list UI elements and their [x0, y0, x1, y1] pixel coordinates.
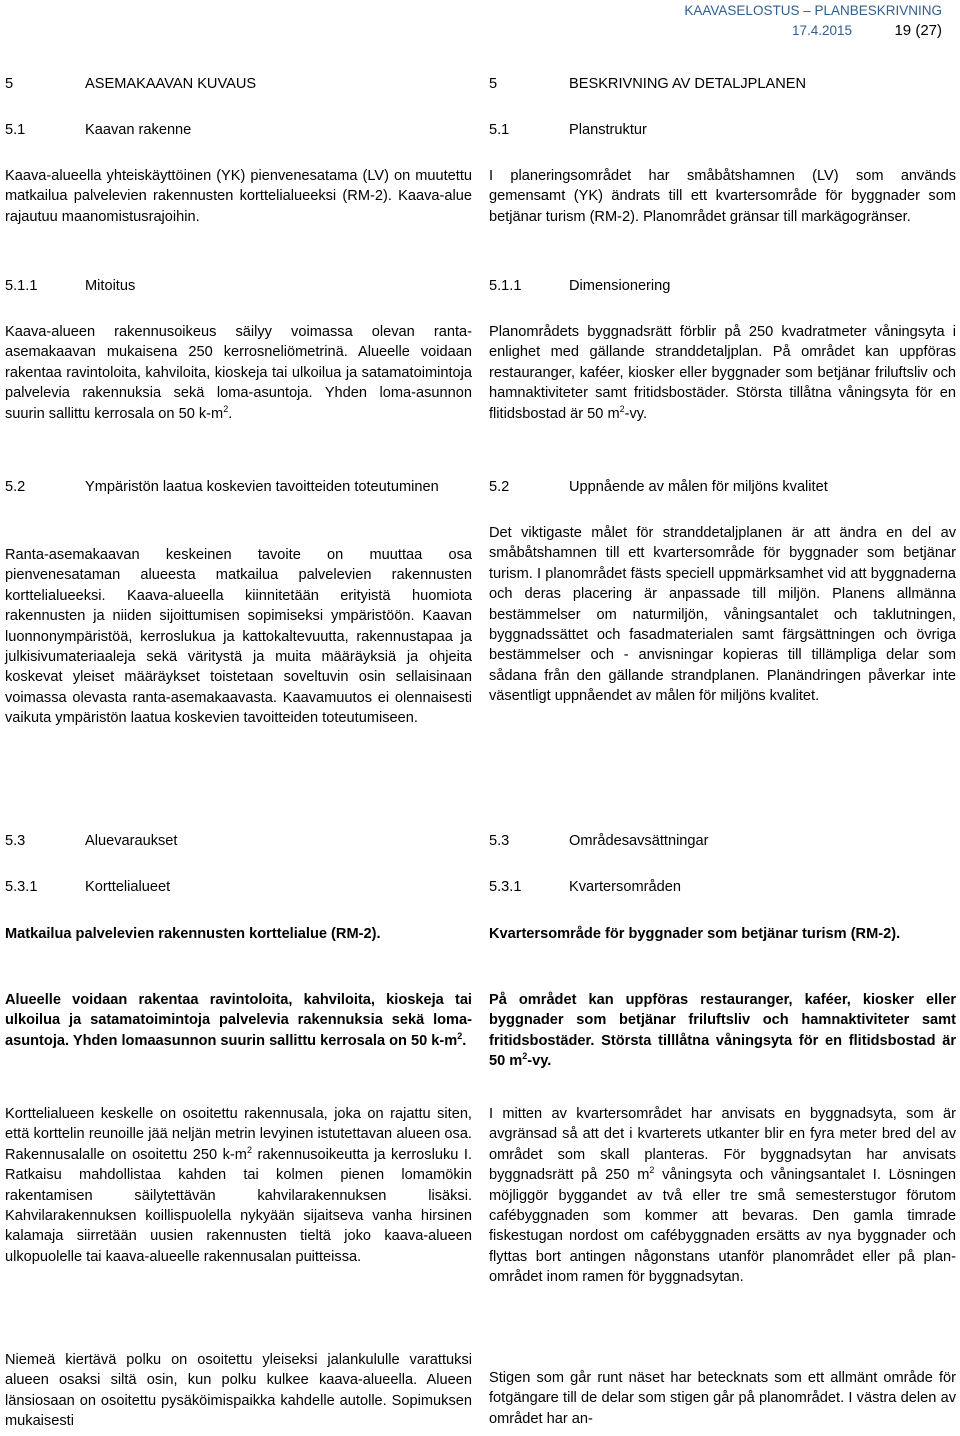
paragraph-korttelialue: Korttelialueen keskelle on osoitettu rakennusala, joka on rajattu siten, että korttelin reunoille jää neljän metrin levyinen istutettavan alueen osa. Rakennusalalle on osoitettu 250 $k-m^2$ rakennusoikeutta ja kerrosluku I. Ratkaisu mahdollistaa kahden tai kolmen pienen lomamökin rakentamisen säilytettävän kahvilarakennuksen lisäksi. Kahvilarakennuksen koillispuolella nykyään sijaitseva vanha hirsinen kalamaja siirretään uusien rakennusten tieltä joko kaava-alueen ulkopuolelle tai kaava-alueelle rakennusalan puitteissa. — [5, 1106, 472, 1265]
heading-5-1: 5.1 Kaavan rakenne — [5, 122, 192, 138]
bold-paragraph-2-sv: På området kan uppföras restauranger, kaféer, kiosker eller byggnader som betjänar friluftsliv och hamnaktiviteter samt fritidsbostäder. Största tilllåtna våningsyta för en flitidsbostad är 50 $m^2-vy$. — [489, 992, 956, 1070]
bold-paragraph-1: Matkailua palvelevien rakennusten korttelialue (RM-2). — [5, 926, 381, 942]
heading-5-3: 5.3 Aluevaraukset — [5, 833, 178, 849]
page-number: 19 (27) — [894, 22, 942, 39]
heading-5-3-sv: 5.3 Områdesavsättningar — [489, 833, 709, 849]
heading-5-3-1: 5.3.1 Korttelialueet — [5, 879, 171, 895]
paragraph-5-2-sv: Det viktigaste målet för stranddetaljplanen är att ändra en del av småbåtshamnen till ett kvartersområde för byggnader som betjänar turism. I planområdet fästs speciell uppmärksamhet vid att byggnaderna och deras placering är anpassade till miljön. Planens allmänna bestämmelser om naturmiljön, våningsantalet och taklutningen, byggnadssättet och fasadmaterialen samt färgsättningen och övriga bestämmelser och - anvisningar kopieras till tillämpliga delar som sådana från den gällande strandplanen. Planändringen påverkar inte väsentligt uppnåendet av målen för miljöns kvalitet. — [489, 525, 956, 705]
heading-5: 5 ASEMAKAAVAN KUVAUS — [5, 76, 257, 92]
heading-5-1-sv: 5.1 Planstruktur — [489, 122, 647, 138]
document-date: 17.4.2015 — [791, 23, 852, 38]
document-title: KAAVASELOSTUS – PLANBESKRIVNING — [684, 3, 942, 18]
paragraph-5-1: Kaava-alueella yhteiskäyttöinen (YK) pienvenesatama (LV) on muutettu matkailua palvelevien rakennusten korttelialueeksi (RM-2). Kaava-alue rajautuu maanomistusrajoihin. — [5, 168, 472, 225]
heading-5-2-sv: 5.2 Uppnående av målen för miljöns kvalitet — [489, 479, 828, 495]
paragraph-5-2: Ranta-asemakaavan keskeinen tavoite on muuttaa osa pienvenesataman alueesta matkailua palvelevien rakennusten korttelialueeksi. Kaava-alueella kiinnitetään erityistä huomiota rakennusten ja niiden sijoittumisen sopimiseksi ympäristöön. Kaavan luonnonympäristöä, kerroslukua ja kattokaltevuutta, rakennustapaa ja julkisivumateriaaleja sekä väritystä ja muita määräyksiä ja ohjeita koskevat yleiset määräykset toistetaan soveltuvin osin sellaisinaan voimassa olevasta ranta-asemakaavasta. Kaavamuutos ei olennaisesti vaikuta ympäristön laatua koskevien tavoitteiden toteutumiseen. — [5, 547, 472, 727]
paragraph-kvartersomrade: I mitten av kvartersområdet har anvisats en byggnadsyta, som är avgränsad så att det i kvarterets utkanter blir en fyra meter bred del av området som skall planteras. För byggnadsytan har anvisats byggnadsrätt på 250 $m^2$ våningsyta och våningsantalet I. Lösningen möjliggör byggandet av två eller tre små semesterstugor förutom cafébyggnaden som kommer att bevaras. Den gamla timrade fiskestugan nordost om cafébyggnaden ersätts av nya byggnader och flyttas bort antingen någonstans utanför planområdet eller på planområdet inom ramen för byggnadsytan. — [489, 1106, 957, 1286]
paragraph-5-1-1: Kaava-alueen rakennusoikeus säilyy voimassa olevan ranta-asemakaavan mukaisena 250 kerrosneliömetrinä. Alueelle voidaan rakentaa ravintoloita, kahviloita, kioskeja tai ulkoilua ja satamatoimintoja palvelevia rakennuksia sekä loma-asuntoja. Yhden loma-asunnon suurin sallittu kerrosala on 50 $k-m^2$. — [5, 324, 472, 422]
heading-5-3-1-sv: 5.3.1 Kvartersområden — [489, 879, 681, 895]
paragraph-stigen: Stigen som går runt näset har betecknats som ett allmänt område för fotgängare till de delar som stigen går på planområdet. I västra delen av området har an- — [489, 1370, 956, 1427]
heading-5-2: 5.2 Ympäristön laatua koskevien tavoitteiden toteutuminen — [5, 479, 439, 495]
paragraph-5-1-sv: I planeringsområdet har småbåtshamnen (LV) som används gemensamt (YK) ändrats till ett kvartersområde för byggnader som betjänar turism (RM-2). Planområdet gränsar till markägogränser. — [489, 168, 956, 225]
heading-5-1-1: 5.1.1 Mitoitus — [5, 278, 136, 294]
heading-5-1-1-sv: 5.1.1 Dimensionering — [489, 278, 671, 294]
paragraph-5-1-1-sv: Planområdets byggnadsrätt förblir på 250 kvadratmeter våningsyta i enlighet med gällande stranddetaljplan. På området kan uppföras restauranger, kaféer, kiosker eller byggnader som betjänar friluftsliv och hamnaktiviteter samt fritidsbostäder. Största tillåtna våningsyta för en flitidsbostad är 50 $m^2-vy$. — [489, 324, 956, 422]
page-header — [684, 2, 942, 40]
bold-paragraph-1-sv: Kvartersområde för byggnader som betjänar turism (RM-2). — [489, 926, 901, 942]
bold-paragraph-2: Alueelle voidaan rakentaa ravintoloita, kahviloita, kioskeja tai ulkoilua ja satamatoimintoja palvelevia rakennuksia sekä loma-asuntoja. Yhden lomaasunnon suurin sallittu kerrosala on 50 $k-m^2$. — [5, 992, 472, 1049]
heading-5-sv: 5 BESKRIVNING AV DETALJPLANEN — [489, 76, 807, 92]
paragraph-polku: Niemeä kiertävä polku on osoitettu yleiseksi jalankululle varattuksi alueen osaksi siltä osin, kun polku kulkee kaava-alueella. Alueen länsiosaan on osoitettu pysäköimispaikka kahdelle autolle. Sopimuksen mukaisesti — [5, 1352, 472, 1430]
